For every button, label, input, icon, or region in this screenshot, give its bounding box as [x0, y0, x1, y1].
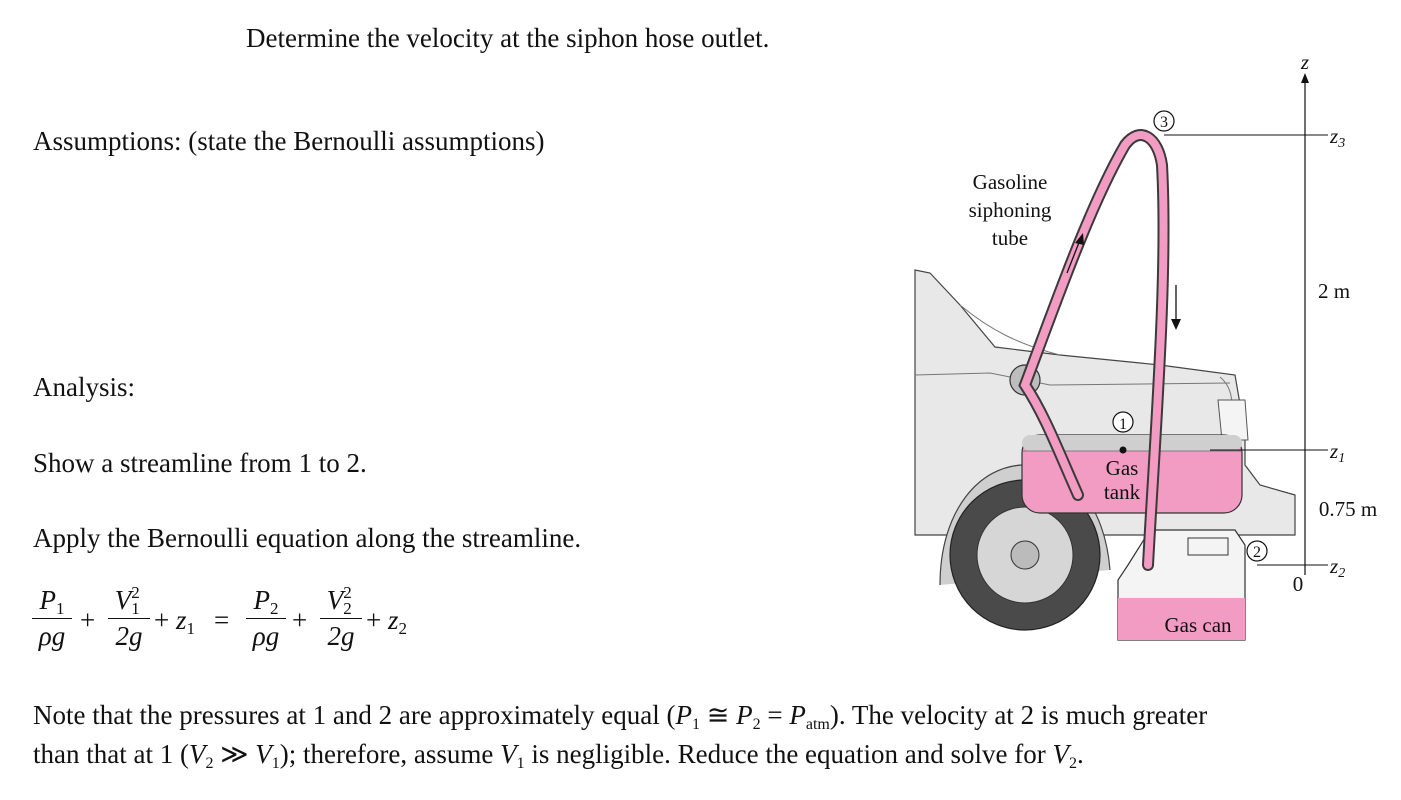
z1-label: z1 [1330, 439, 1346, 466]
siphon-figure [900, 55, 1390, 655]
gas-tank-label-2: tank [1103, 480, 1141, 504]
page-title: Determine the velocity at the siphon hose outlet. [246, 23, 770, 53]
gas-can-label: Gas can [1164, 613, 1232, 637]
gas-tank-label-1: Gas [1105, 456, 1139, 480]
flow-arrow-down [1171, 285, 1181, 330]
p1-over-rhog: $P_1$ ρg [32, 585, 72, 651]
tube-label-line-3: tube [991, 226, 1029, 250]
analysis-label: Analysis: [33, 372, 136, 402]
axis-z-label: z [1300, 55, 1310, 74]
note-line-2: than that at 1 (V2 ≫ V1); therefore, assume V1 is negligible. Reduce the equation and solve for V2. [33, 739, 1084, 772]
assumptions-label: Assumptions: (state the Bernoulli assumptions) [33, 126, 545, 156]
v2sq-over-2g: V 2 2 2g [320, 585, 362, 651]
z2-term: $z_2$ [388, 605, 408, 638]
z3-label: z3 [1330, 124, 1346, 151]
streamline-instruction: Show a streamline from 1 to 2. [33, 448, 367, 478]
p2-over-rhog: $P_2$ ρg [246, 585, 286, 651]
origin-zero: 0 [1292, 572, 1304, 596]
v1sq-over-2g: V 2 1 2g [108, 585, 150, 651]
dim-075m: 0.75 m [1318, 497, 1378, 521]
point-1-label: 1 [1119, 416, 1127, 433]
bernoulli-instruction: Apply the Bernoulli equation along the streamline. [33, 523, 582, 553]
dim-2m: 2 m [1317, 279, 1351, 303]
point-1-dot [1120, 447, 1127, 454]
note-line-1: Note that the pressures at 1 and 2 are approximately equal (P1 ≅ P2 = Patm). The velocity at 2 is much greater [33, 700, 1208, 733]
point-3-label: 3 [1160, 114, 1168, 131]
point-2-label: 2 [1253, 544, 1261, 561]
tube-label-line-1: Gasoline [972, 170, 1048, 194]
z1-term: $z_1$ [176, 605, 196, 638]
z2-label: z2 [1330, 554, 1346, 581]
tube-label-line-2: siphoning [968, 198, 1052, 222]
